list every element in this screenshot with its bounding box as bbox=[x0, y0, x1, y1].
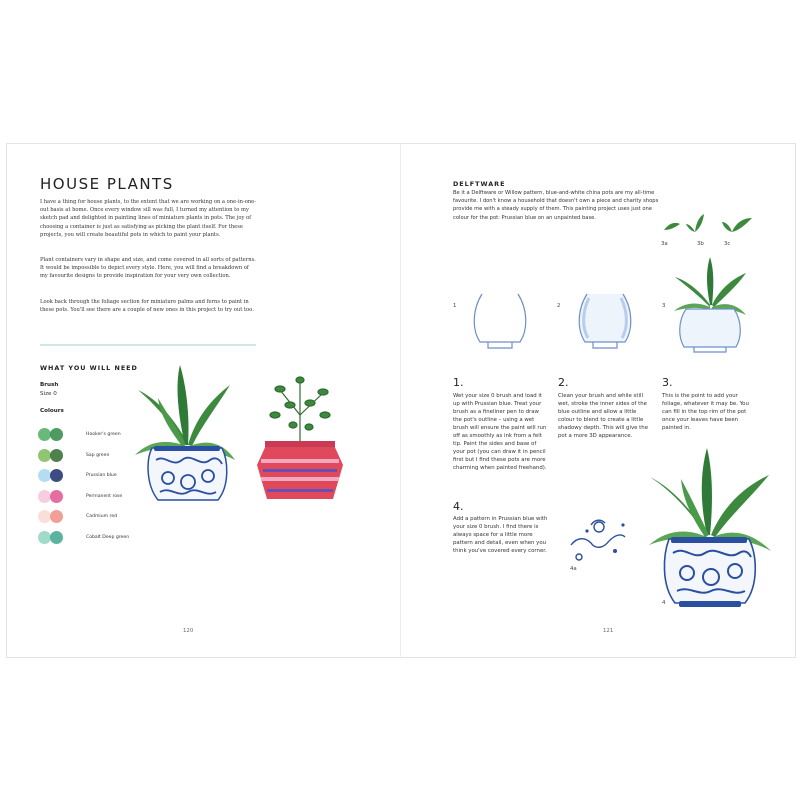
page-number-right: 121 bbox=[603, 628, 614, 634]
figure-label-3: 3 bbox=[662, 303, 666, 309]
pot-base bbox=[679, 601, 741, 607]
leaf bbox=[712, 273, 746, 307]
pot-rim bbox=[154, 446, 220, 451]
step-1-outline-pot bbox=[470, 290, 530, 352]
figure-label-3a: 3a bbox=[661, 241, 668, 247]
figure-label-3b: 3b bbox=[697, 241, 704, 247]
intro-paragraph-1: I have a thing for house plants, to the extent that we are working on a one-in-one-out basis at home. Once every window sill was full, I turned my attention to my sketch pad and delighted in painting lines of miniature plants in pots. The joy of choosing a container is just as satisfying as picking the plant itself. For these projects, you will create beautiful pots in which to paint your plants. bbox=[40, 199, 257, 238]
section-heading: DELFTWARE bbox=[453, 180, 506, 188]
intro-paragraph-3: Look back through the foliage section for miniature palms and ferns to paint in these pots. You'll see there are a couple of new ones in this project to try out too. bbox=[40, 299, 254, 314]
leaf-studies bbox=[660, 210, 760, 240]
step-3-pot-with-foliage bbox=[670, 255, 750, 355]
step-1-text: Wet your size 0 brush and load it up with Prussian blue. Treat your brush as a fineliner pen to draw the pot's outline – using a wet brush will ensure the paint will run off as smoothly as ink from a felt tip. Paint the sides and base of your pot (you can draw it in pencil first but I find these pots are more charming when painted freehand). bbox=[453, 393, 547, 471]
colour-swatch-dark bbox=[50, 469, 63, 482]
figure-label-4a: 4a bbox=[570, 566, 577, 572]
colour-name: Cobalt Deep green bbox=[86, 534, 130, 540]
step-2-shaded-pot bbox=[575, 290, 635, 352]
delftware-intro: Be it a Delftware or Willow pattern, blue-and-white china pots are my all-time favourite. I don't know a household that doesn't own a piece and charity shops provide me with a steady supply of them. This painting project uses just one colour for the pot: Prussian blue on an unpainted base. bbox=[453, 190, 659, 221]
colour-name: Hooker's green bbox=[86, 432, 121, 437]
figure-label-1: 1 bbox=[453, 303, 457, 309]
pot-rim bbox=[671, 537, 747, 543]
colour-swatch-dark bbox=[50, 531, 63, 544]
leaf bbox=[732, 218, 752, 232]
leaf bbox=[675, 277, 710, 307]
page-gutter bbox=[400, 143, 401, 658]
leaf bbox=[686, 224, 695, 232]
step-3-text: This is the point to add your foliage, whatever it may be. You can fill in the top rim of the pot once your leaves have been painted in. bbox=[662, 393, 749, 431]
colour-swatch-dark bbox=[50, 510, 63, 523]
colour-swatch-dark bbox=[50, 490, 63, 503]
step-1-number: 1. bbox=[453, 376, 464, 389]
page-number-left: 120 bbox=[183, 628, 194, 634]
colour-name: Prussian blue bbox=[86, 473, 117, 478]
step-2-number: 2. bbox=[558, 376, 569, 389]
leaf bbox=[650, 477, 707, 537]
intro-paragraph-2: Plant containers vary in shape and size, and come covered in all sorts of patterns. It would be impossible to depict every style. Here, you will find a breakdown of my favourite designs to provide inspiration for your very own collection. bbox=[40, 257, 256, 280]
figure-label-4: 4 bbox=[662, 600, 666, 606]
pattern-detail-sketch bbox=[565, 515, 630, 565]
step-4-text: Add a pattern in Prussian blue with your size 0 brush. I find there is always space for a little more pattern and detail, even when you think you've covered every corner. bbox=[453, 516, 548, 554]
brush-value: Size 0 bbox=[40, 391, 57, 397]
leaf bbox=[722, 222, 732, 232]
leaf bbox=[188, 385, 230, 446]
colour-swatch-dark bbox=[50, 428, 63, 441]
brush-label: Brush bbox=[40, 382, 59, 388]
red-patterned-pot-illustration bbox=[255, 375, 345, 505]
colour-swatch-dark bbox=[50, 449, 63, 462]
step-2-text: Clean your brush and while still wet, stroke the inner sides of the blue outline and allow a little colour to blend to create a little shadowy depth. This will give the pot a more 3D appearance. bbox=[558, 393, 649, 439]
section-divider bbox=[40, 344, 256, 346]
leaf bbox=[702, 448, 712, 535]
colour-name: Sap green bbox=[86, 452, 110, 458]
finished-delft-pot-illustration bbox=[645, 445, 775, 615]
leaf bbox=[695, 214, 704, 232]
delft-pot-plant-illustration bbox=[130, 360, 240, 510]
step-4-number: 4. bbox=[453, 500, 464, 513]
figure-label-2: 2 bbox=[557, 303, 561, 309]
page-title: HOUSE PLANTS bbox=[40, 175, 174, 193]
colour-name: Cadmium red bbox=[86, 514, 118, 519]
leaf bbox=[711, 475, 769, 537]
needs-heading: WHAT YOU WILL NEED bbox=[40, 364, 138, 372]
leaf bbox=[664, 223, 680, 230]
leaf bbox=[707, 257, 713, 305]
step-3-number: 3. bbox=[662, 376, 673, 389]
colours-label: Colours bbox=[40, 408, 64, 414]
figure-label-3c: 3c bbox=[724, 241, 731, 247]
colour-name: Permanent rose bbox=[86, 493, 123, 499]
